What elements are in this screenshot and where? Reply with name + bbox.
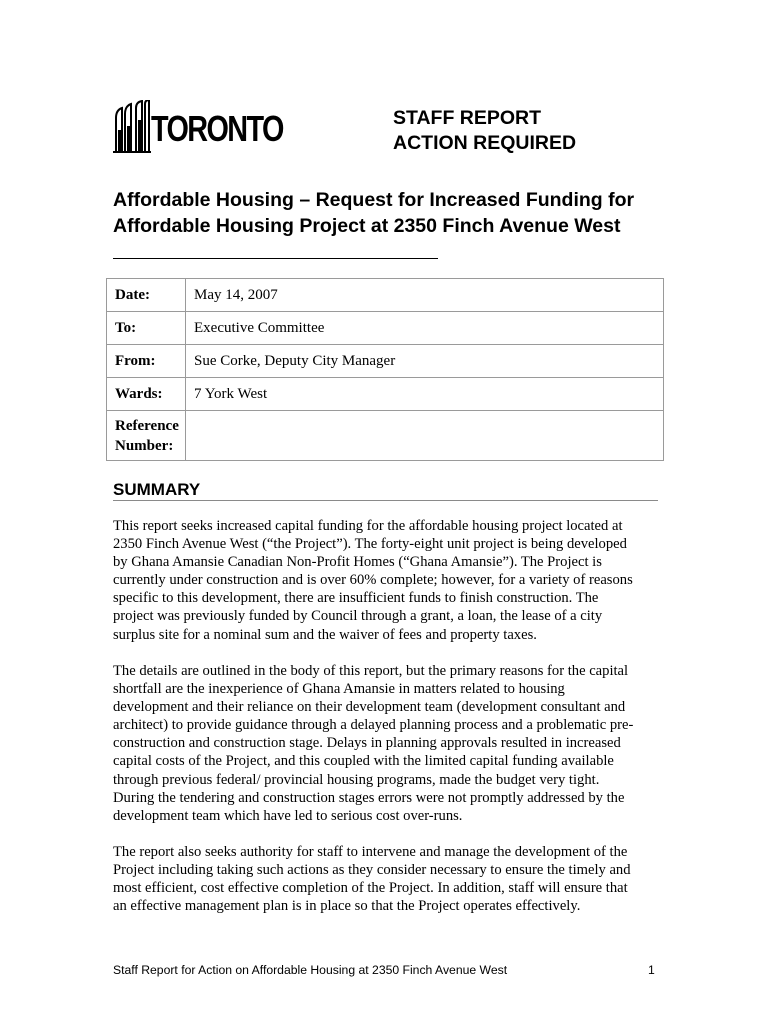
table-row-to (107, 312, 664, 345)
page-number: 1 (648, 963, 655, 977)
paragraph-line: capital costs of the Project, and this coupled with the limited capital funding available (113, 753, 614, 770)
reference-label-line-1: Reference (115, 417, 179, 434)
city-hall-icon (113, 100, 153, 156)
paragraph-line: development team which have led to serious cost over-runs. (113, 807, 463, 824)
title-underline (113, 258, 438, 259)
summary-paragraph-2 (113, 662, 663, 825)
paragraph-line: most efficient, cost effective completion of the Project. In addition, staff will ensure that (113, 880, 628, 897)
paragraph-line: currently under construction and is over 60% complete; however, for a variety of reasons (113, 572, 633, 589)
summary-paragraph-3 (113, 843, 663, 915)
paragraph-line: through previous federal/ provincial housing programs, made the budget very tight. (113, 771, 600, 788)
paragraph-line: development and their reliance on their development team (development consultant and (113, 699, 626, 716)
report-info-table (106, 278, 664, 461)
paragraph-line: During the tendering and construction stages errors were not promptly addressed by the (113, 789, 625, 806)
paragraph-line: The details are outlined in the body of this report, but the primary reasons for the capital (113, 663, 629, 679)
wards-label: Wards: (107, 378, 186, 411)
title-line-2: Affordable Housing Project at 2350 Finch Avenue West (113, 215, 621, 237)
reference-number-value (186, 411, 664, 461)
city-of-toronto-logo (113, 100, 283, 156)
paragraph-line: an effective management plan is in place so that the Project operates effectively. (113, 898, 581, 915)
paragraph-line: surplus site for a nominal sum and the waiver of fees and property taxes. (113, 626, 537, 643)
paragraph-line: specific to this development, there are insufficient funds to finish construction. The (113, 590, 599, 607)
paragraph-line: The report also seeks authority for staff to intervene and manage the development of the (113, 844, 628, 860)
document-title (113, 187, 713, 239)
to-label: To: (107, 312, 186, 345)
table-row-date (107, 279, 664, 312)
reference-number-label (107, 411, 186, 461)
to-value: Executive Committee (186, 312, 664, 345)
table-row-wards (107, 378, 664, 411)
paragraph-line: This report seeks increased capital funding for the affordable housing project located at (113, 518, 623, 534)
summary-heading: SUMMARY (113, 480, 201, 499)
from-value: Sue Corke, Deputy City Manager (186, 345, 664, 378)
title-line-1: Affordable Housing – Request for Increased Funding for (113, 189, 635, 211)
from-label: From: (107, 345, 186, 378)
report-type-line-2: ACTION REQUIRED (393, 132, 577, 154)
paragraph-line: 2350 Finch Avenue West (“the Project”). The forty-eight unit project is being developed (113, 536, 627, 553)
paragraph-line: architect) to provide guidance through a delayed planning process and a problematic pre- (113, 717, 634, 734)
table-row-reference-number (107, 411, 664, 461)
paragraph-line: by Ghana Amansie Canadian Non-Profit Homes (“Ghana Amansie”). The Project is (113, 554, 602, 571)
paragraph-line: construction and construction stage. Delays in planning approvals resulted in increased (113, 735, 621, 752)
paragraph-line: Project including taking such actions as they consider necessary to ensure the timely and (113, 862, 631, 879)
reference-label-line-2: Number: (115, 437, 174, 454)
summary-rule (113, 500, 658, 501)
report-type-line-1: STAFF REPORT (393, 107, 542, 129)
footer-text: Staff Report for Action on Affordable Housing at 2350 Finch Avenue West (113, 963, 508, 977)
table-row-from (107, 345, 664, 378)
report-type (393, 106, 576, 156)
summary-paragraph-1 (113, 517, 663, 644)
date-value: May 14, 2007 (186, 279, 664, 312)
wards-value: 7 York West (186, 378, 664, 411)
paragraph-line: project was previously funded by Council through a grant, a loan, the lease of a city (113, 608, 603, 625)
date-label: Date: (107, 279, 186, 312)
logo-wordmark: TORONTO (151, 108, 283, 149)
paragraph-line: shortfall are the inexperience of Ghana Amansie in matters related to housing (113, 681, 565, 698)
